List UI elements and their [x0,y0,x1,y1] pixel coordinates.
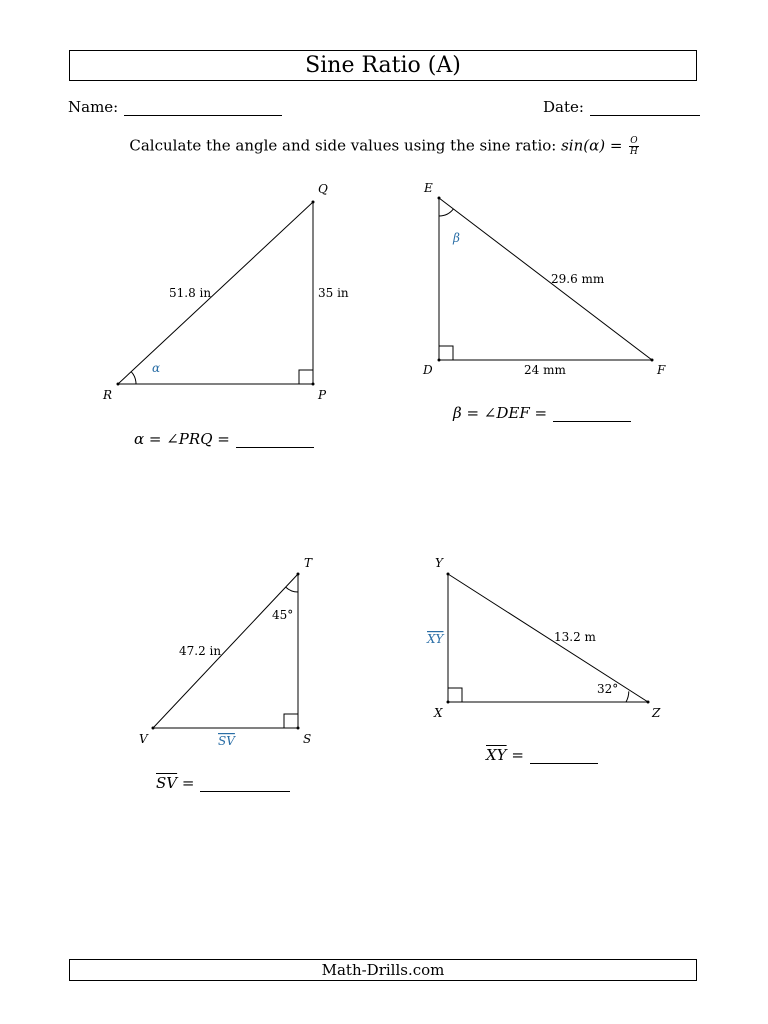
triangle-pqr [118,202,313,384]
answer-2-label: β = ∠DEF = [453,404,548,422]
instructions-text: Calculate the angle and side values using the sine ratio: [129,136,557,155]
formula-numerator: O [630,136,638,146]
formula-lhs: sin(α) = [561,136,623,155]
vertex-e: E [424,181,433,195]
right-angle-mark-d [439,346,453,360]
answer-1-blank[interactable] [236,431,314,448]
angle-arc-r [131,372,136,384]
side-pq-length: 35 in [318,286,349,300]
answer-1-label: α = ∠PRQ = [134,430,230,448]
right-angle-mark-x [448,688,462,702]
date-label: Date: [543,98,584,116]
answer-3-blank[interactable] [200,775,290,792]
answer-3 [156,774,290,792]
answer-2 [453,404,631,422]
answer-1 [134,430,314,448]
angle-arc-z [626,691,629,702]
side-tv-length: 47.2 in [179,644,222,658]
right-angle-mark-s [284,714,298,728]
angle-t-value: 45° [272,608,294,622]
formula-denominator: H [629,147,638,157]
vertex-d: D [423,363,433,377]
answer-2-blank[interactable] [553,405,631,422]
vertex-r: R [103,388,113,402]
vertex-v: V [139,732,148,746]
answer-4-blank[interactable] [530,747,598,764]
answer-3-eq: = [177,774,195,792]
vertex-y: Y [435,556,443,570]
name-label: Name: [68,98,119,116]
vertex-f: F [657,363,666,377]
unknown-beta: β [453,231,460,245]
unknown-xy: XY [427,632,444,646]
answer-4 [486,746,598,764]
vertex-x: X [434,706,443,720]
answer-3-label: $\overline{SV}$ [156,774,178,792]
right-angle-mark-p [299,370,313,384]
worksheet-title: Sine Ratio (A) [69,50,697,81]
angle-z-value: 32° [597,682,619,696]
vertex-t: T [304,556,313,570]
unknown-sv: SV [218,734,235,748]
vertex-s: S [303,732,312,746]
angle-arc-e [439,209,453,216]
side-ef-length: 29.6 mm [551,272,605,286]
triangle-def [439,198,652,360]
triangle-tvs [153,574,298,728]
side-df-length: 24 mm [524,363,566,377]
footer: Math-Drills.com [69,959,697,981]
vertex-z: Z [652,706,661,720]
vertex-p: P [318,388,327,402]
side-yz-length: 13.2 m [554,630,596,644]
vertex-q: Q [318,182,328,196]
answer-4-eq: = [506,746,524,764]
side-rq-length: 51.8 in [169,286,212,300]
answer-4-label: $\overline{XY}$ [486,746,507,764]
angle-arc-t [286,587,298,592]
unknown-alpha: α [152,361,161,375]
